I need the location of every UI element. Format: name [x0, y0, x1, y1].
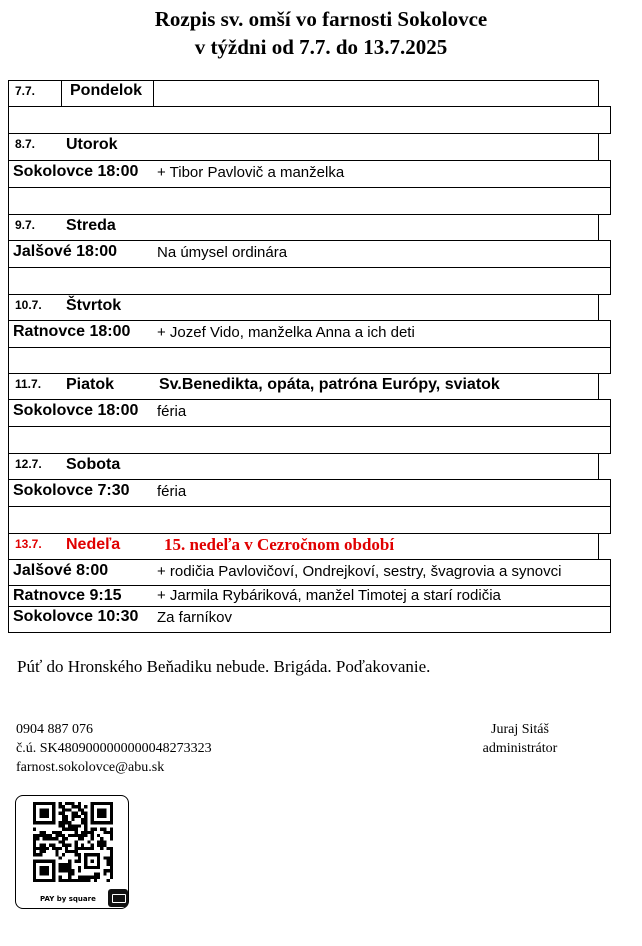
- mass-intention: féria: [157, 403, 187, 420]
- day-date: 8.7.: [15, 137, 36, 151]
- mass-row: [8, 160, 611, 188]
- mass-place: Sokolovce 10:30: [13, 608, 139, 625]
- mass-place: Jalšové 8:00: [13, 562, 109, 579]
- mass-row: [8, 240, 611, 268]
- contact-email[interactable]: farnost.sokolovce@abu.sk: [16, 760, 165, 775]
- page-title-line2: v týždni od 7.7. do 13.7.2025: [194, 35, 448, 59]
- mass-place: Sokolovce 7:30: [13, 482, 130, 499]
- mass-row: [8, 559, 611, 586]
- feast-note: Sv.Benedikta, opáta, patróna Európy, sviatok: [159, 376, 500, 393]
- mass-row: [8, 479, 611, 507]
- mass-intention: Na úmysel ordinára: [157, 244, 288, 261]
- mass-intention: + Jozef Vido, manželka Anna a ich deti: [157, 324, 415, 341]
- day-name: Štvrtok: [66, 297, 122, 314]
- contact-account: č.ú. SK4809000000000048273323: [16, 741, 212, 756]
- spacer-row: [8, 506, 611, 534]
- mass-place: Ratnovce 9:15: [13, 587, 122, 604]
- date-divider: [61, 81, 62, 106]
- day-name: Streda: [66, 217, 116, 234]
- mass-place: Sokolovce 18:00: [13, 163, 139, 180]
- day-name: Nedeľa: [66, 536, 121, 553]
- qr-code: [24, 802, 122, 882]
- signature-name: Juraj Sitáš: [491, 722, 549, 737]
- day-row-tuesday: [8, 133, 599, 161]
- name-divider: [153, 81, 154, 106]
- signature-role: administrátor: [482, 741, 558, 756]
- day-row-sunday: [8, 533, 599, 560]
- day-row-friday: [8, 373, 599, 400]
- spacer-row: [8, 187, 611, 215]
- mass-intention: Za farníkov: [157, 609, 233, 626]
- pay-by-square-label: PAY by square: [40, 895, 96, 903]
- mass-intention: + Tibor Pavlovič a manželka: [157, 164, 345, 181]
- feast-note: 15. nedeľa v Cezročnom období: [164, 535, 395, 554]
- day-date: 12.7.: [15, 457, 42, 471]
- day-date: 7.7.: [15, 84, 36, 98]
- day-date: 10.7.: [15, 298, 42, 312]
- card-icon: [108, 889, 128, 907]
- day-row-thursday: [8, 294, 599, 321]
- day-date: 9.7.: [15, 218, 36, 232]
- day-name: Utorok: [66, 136, 118, 153]
- mass-place: Jalšové 18:00: [13, 243, 118, 260]
- mass-row: [8, 320, 611, 348]
- day-name: Piatok: [66, 376, 115, 393]
- mass-row: [8, 399, 611, 427]
- spacer-row: [8, 106, 611, 134]
- day-name: Sobota: [66, 456, 121, 473]
- day-row-monday: [8, 80, 599, 107]
- contact-phone: 0904 887 076: [16, 722, 93, 737]
- mass-row: [8, 606, 611, 633]
- day-row-saturday: [8, 453, 599, 480]
- day-date: 13.7.: [15, 537, 42, 551]
- mass-intention: + rodičia Pavlovičoví, Ondrejkoví, sestry, švagrovia a synovci: [157, 563, 562, 580]
- mass-place: Ratnovce 18:00: [13, 323, 131, 340]
- day-row-wednesday: [8, 214, 599, 241]
- page-title-line1: Rozpis sv. omší vo farnosti Sokolovce: [154, 7, 488, 31]
- mass-intention: féria: [157, 483, 187, 500]
- day-name: Pondelok: [70, 82, 143, 99]
- day-date: 11.7.: [15, 377, 42, 391]
- mass-row: [8, 585, 611, 607]
- spacer-row: [8, 347, 611, 374]
- announcement: Púť do Hronského Beňadiku nebude. Brigáda. Poďakovanie.: [17, 657, 431, 676]
- spacer-row: [8, 267, 611, 295]
- mass-place: Sokolovce 18:00: [13, 402, 139, 419]
- mass-intention: + Jarmila Rybáriková, manžel Timotej a starí rodičia: [157, 587, 501, 604]
- spacer-row: [8, 426, 611, 454]
